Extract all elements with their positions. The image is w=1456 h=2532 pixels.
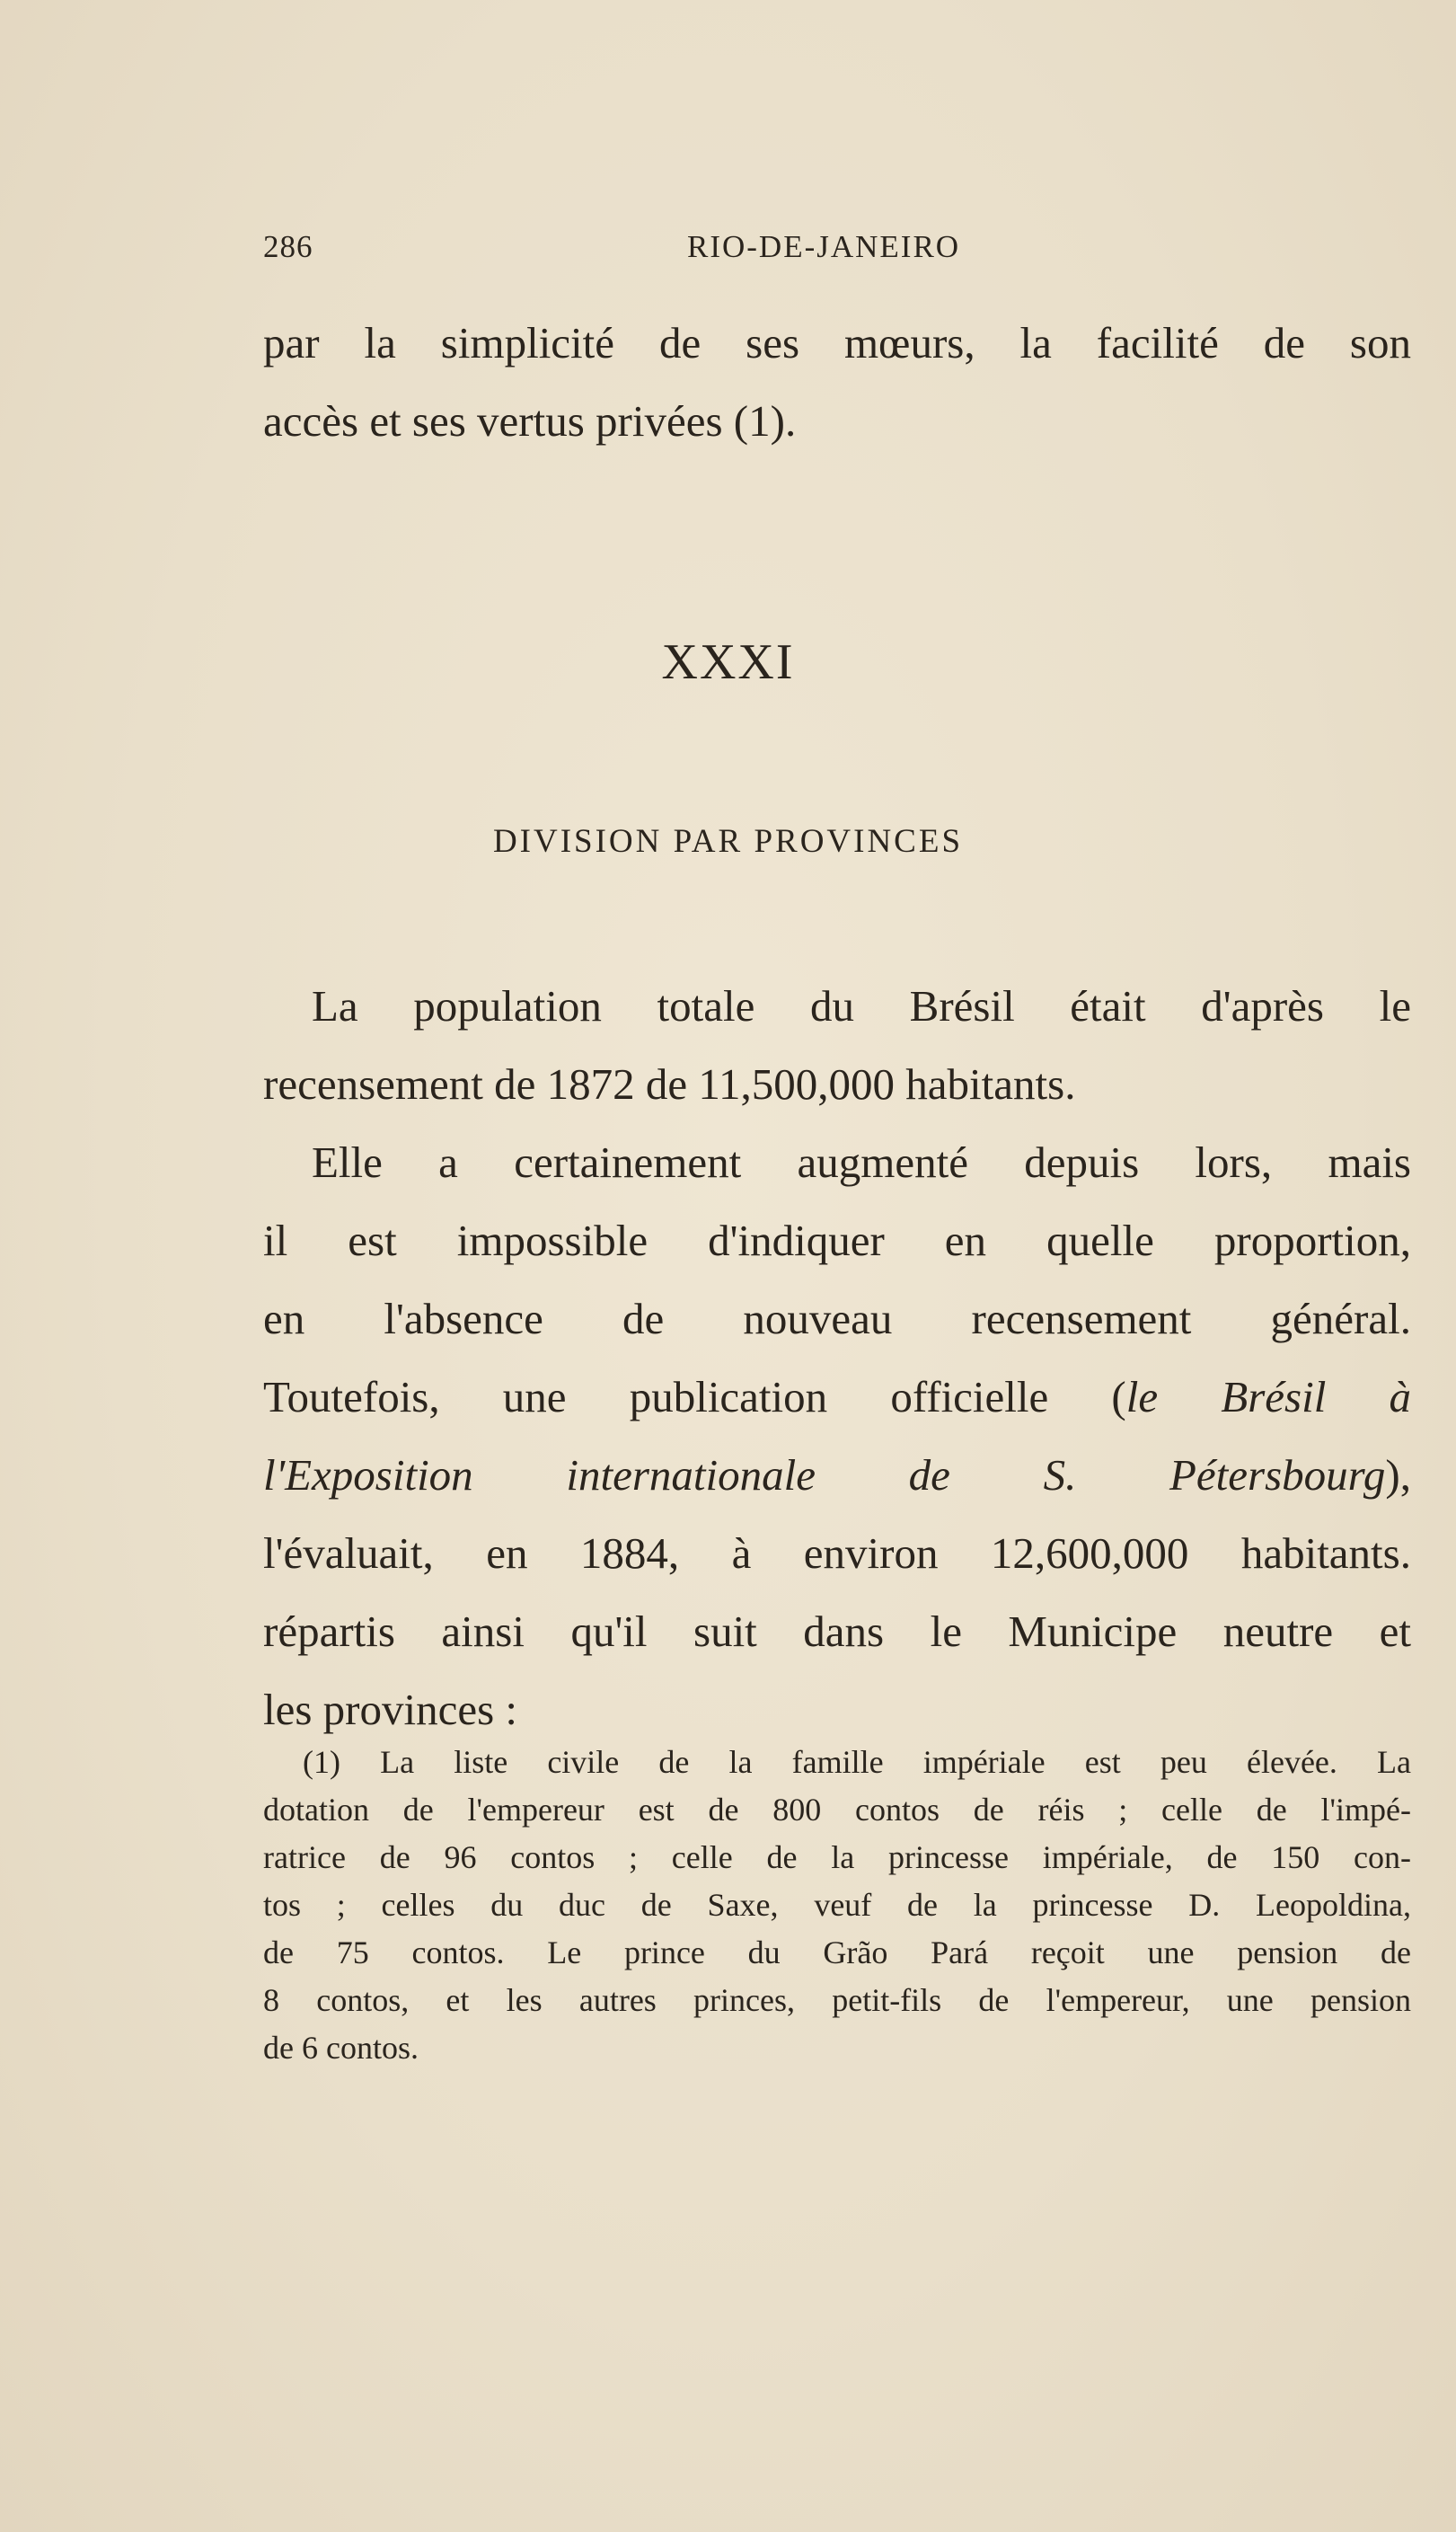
intro-line: par la simplicité de ses mœurs, la facilité de son <box>263 318 1411 367</box>
body-line: il est impossible d'indiquer en quelle proportion, <box>263 1216 1411 1265</box>
body-line: l'évaluait, en 1884, à environ 12,600,000 habitants. <box>263 1528 1411 1578</box>
page-number: 286 <box>263 229 313 264</box>
body-line-part: Toutefois, une publication officielle ( <box>263 1372 1126 1421</box>
intro-line: accès et ses vertus privées (1). <box>263 396 797 446</box>
publication-title-italic: le Brésil à <box>1125 1372 1411 1421</box>
body-line <box>263 1358 1411 1436</box>
footnote-line: de 75 contos. Le prince du Grão Pará reçoit une pension de <box>263 1934 1411 1970</box>
body-text <box>263 967 1411 1748</box>
footnote-line: ratrice de 96 contos ; celle de la princesse impériale, de 150 con- <box>263 1839 1411 1875</box>
body-line <box>263 1436 1411 1514</box>
page-header <box>263 229 1413 274</box>
body-line-part: ), <box>1385 1450 1411 1500</box>
footnote-line: dotation de l'empereur est de 800 contos de réis ; celle de l'impé- <box>263 1792 1411 1828</box>
footnote-line: (1) La liste civile de la famille impériale est peu élevée. La <box>303 1744 1411 1780</box>
footnote-line: tos ; celles du duc de Saxe, veuf de la princesse D. Leopoldina, <box>263 1887 1411 1923</box>
body-line: en l'absence de nouveau recensement général. <box>263 1294 1411 1343</box>
body-line: Elle a certainement augmenté depuis lors, mais <box>312 1138 1411 1187</box>
body-line: recensement de 1872 de 11,500,000 habitants. <box>263 1059 1076 1109</box>
chapter-number: XXXI <box>661 634 795 690</box>
running-head: RIO-DE-JANEIRO <box>687 229 961 264</box>
footnotes <box>263 1739 1411 2072</box>
body-line: répartis ainsi qu'il suit dans le Municipe neutre et <box>263 1607 1411 1656</box>
footnote-line: de 6 contos. <box>263 2030 419 2066</box>
intro-paragraph <box>263 304 1411 460</box>
publication-title-italic: l'Exposition internationale de S. Pétersbourg <box>263 1450 1386 1500</box>
body-line: La population totale du Brésil était d'après le <box>312 981 1411 1031</box>
footnote-line: 8 contos, et les autres princes, petit-fils de l'empereur, une pension <box>263 1982 1411 2018</box>
chapter-title: DIVISION PAR PROVINCES <box>492 823 964 860</box>
body-line: les provinces : <box>263 1685 518 1734</box>
